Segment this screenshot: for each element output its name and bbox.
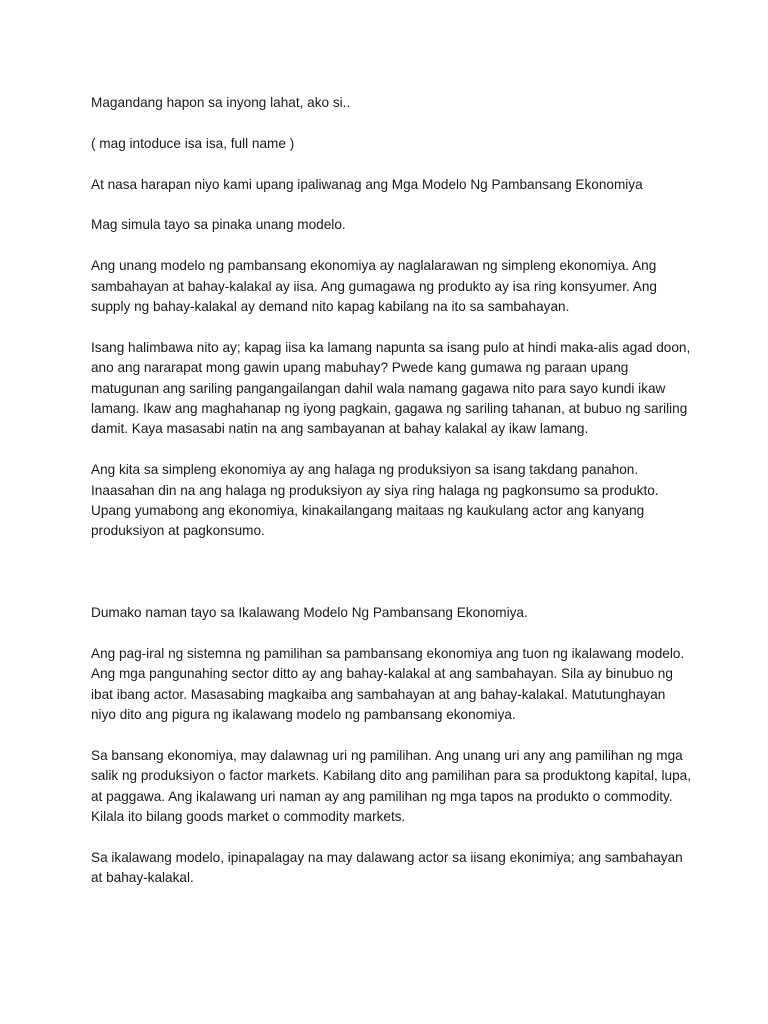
paragraph-second-model-intro: Dumako naman tayo sa Ikalawang Modelo Ng Pambansang Ekonomiya. [91, 605, 528, 621]
document-body [91, 93, 691, 909]
paragraph-second-model-description: Ang pag-iral ng sistemna ng pamilihan sa pambansang ekonomiya ang tuon ng ikalawang modelo. Ang mga pangunahing sector ditto ay ang bahay-kalakal at ang sambahayan. Sila ay binubuo ng ibat ibang actor. Masasabing magkaiba ang sambahayan at ang bahay-kalakal. Matutunghayan niyo dito ang pigura ng ikalawang modelo ng pambansang ekonomiya. [91, 645, 685, 723]
section-spacer [91, 562, 691, 603]
paragraph-start-first-model: Mag simula tayo sa pinaka unang modelo. [91, 217, 346, 233]
paragraph-first-model-description: Ang unang modelo ng pambansang ekonomiya ay naglalarawan ng simpleng ekonomiya. Ang sambahayan at bahay-kalakal ay iisa. Ang gumagawa ng produkto ay isa ring konsyumer. Ang supply ng bahay-kalakal ay demand nito kapag kabilang na ito sa sambahayan. [91, 258, 657, 314]
paragraph-first-model-income: Ang kita sa simpleng ekonomiya ay ang halaga ng produksiyon sa isang takdang panahon. Inaasahan din na ang halaga ng produksiyon ay siya ring halaga ng pagkonsumo sa produkto. Upang yumabong ang ekonomiya, kinakailangang maitaas ng kaukulang actor ang kanyang produksiyon at pagkonsumo. [91, 462, 659, 539]
paragraph-introduce-note: ( mag intoduce isa isa, full name ) [91, 135, 295, 151]
paragraph-market-types: Sa bansang ekonomiya, may dalawnag uri ng pamilihan. Ang unang uri any ang pamilihan ng mga salik ng produksiyon o factor markets. Kabilang dito ang pamilihan para sa produktong kapital, lupa, at paggawa. Ang ikalawang uri naman ay ang pamilihan ng mga tapos na produkto o commodity. Kilala ito bilang goods market o commodity markets. [91, 747, 691, 825]
paragraph-first-model-example: Isang halimbawa nito ay; kapag iisa ka lamang napunta sa isang pulo at hindi maka-alis agad doon, ano ang nararapat mong gawin upang mabuhay? Pwede kang gumawa ng paraan upang matugunan ang sariling pangangailangan dahil wala namang gagawa nito para sayo kundi ikaw lamang. Ikaw ang maghahanap ng iyong pagkain, gagawa ng sariling tahanan, at bubuo ng sariling damit. Kaya masasabi natin na ang sambayanan at bahay kalakal ay ikaw lamang. [91, 339, 691, 437]
paragraph-greeting: Magandang hapon sa inyong lahat, ako si.. [91, 95, 351, 110]
paragraph-topic: At nasa harapan niyo kami upang ipaliwanag ang Mga Modelo Ng Pambansang Ekonomiya [91, 176, 643, 192]
paragraph-second-model-actors: Sa ikalawang modelo, ipinapalagay na may dalawang actor sa iisang ekonimiya; ang sambahayan at bahay-kalakal. [91, 849, 683, 886]
